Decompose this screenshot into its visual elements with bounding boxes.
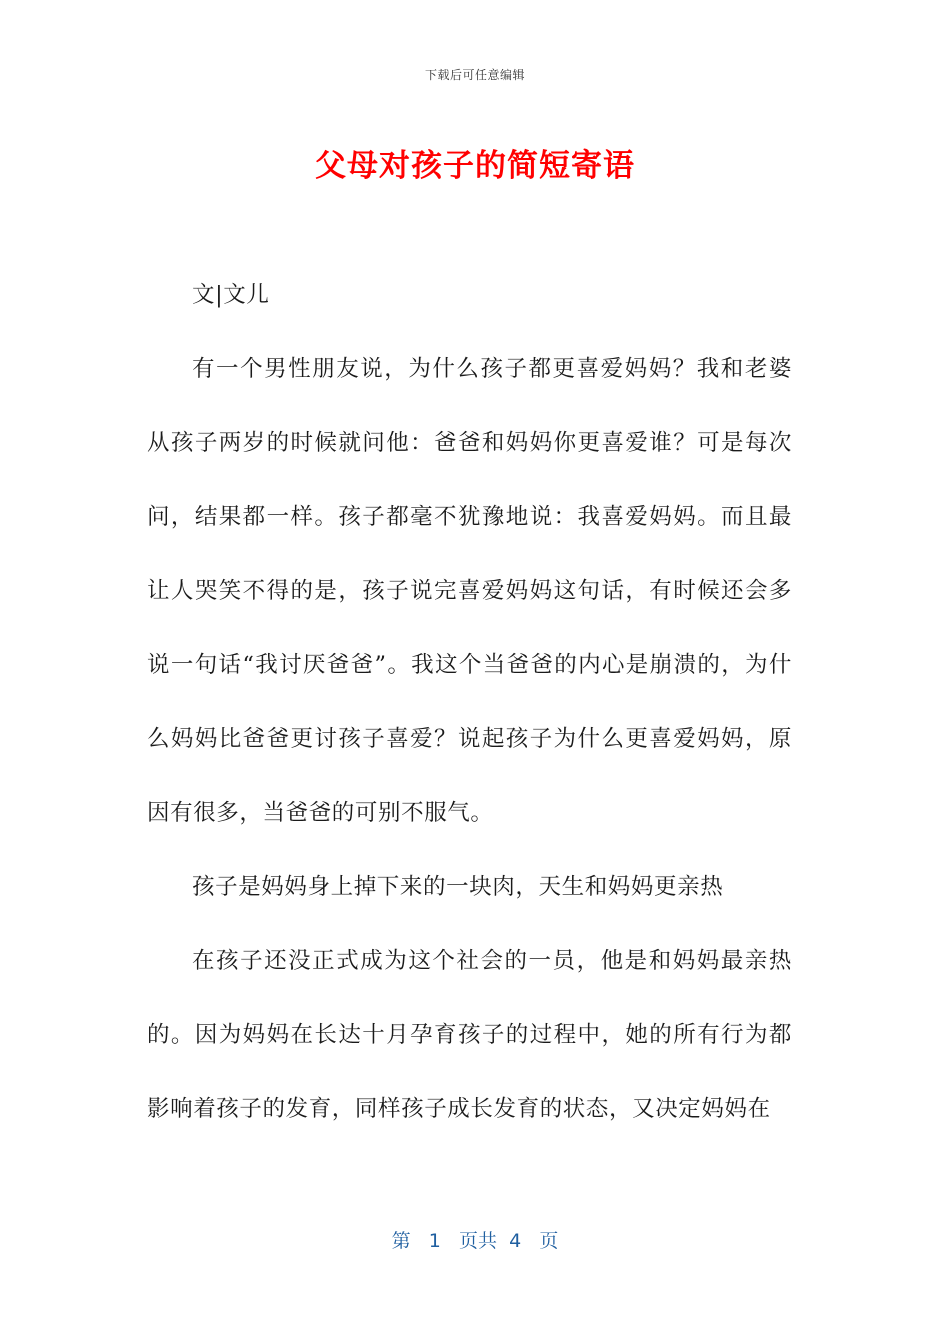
page-label-prefix: 第	[391, 1230, 411, 1252]
page-label-suffix: 页	[539, 1230, 559, 1252]
total-pages-number: 4	[509, 1230, 522, 1252]
page-label-mid: 页共	[459, 1230, 498, 1252]
author-line: 文|文儿	[192, 282, 270, 308]
document-body	[147, 258, 792, 1146]
current-page-number: 1	[428, 1230, 441, 1252]
document-title: 父母对孩子的简短寄语	[315, 148, 635, 184]
page-footer	[0, 1226, 950, 1253]
header-note: 下载后可任意编辑	[424, 68, 525, 82]
body-paragraph: 在孩子还没正式成为这个社会的一员，他是和妈妈最亲热的。因为妈妈在长达十月孕育孩子的过程中，她的所有行为都影响着孩子的发育，同样孩子成长发育的状态，又决定妈妈在	[147, 948, 792, 1122]
body-paragraph: 有一个男性朋友说，为什么孩子都更喜爱妈妈？我和老婆从孩子两岁的时候就问他：爸爸和妈妈你更喜爱谁？可是每次问，结果都一样。孩子都毫不犹豫地说：我喜爱妈妈。而且最让人哭笑不得的是，孩子说完喜爱妈妈这句话，有时候还会多说一句话“我讨厌爸爸”。我这个当爸爸的内心是崩溃的，为什么妈妈比爸爸更讨孩子喜爱？说起孩子为什么更喜爱妈妈，原因有很多，当爸爸的可别不服气。	[147, 356, 792, 826]
section-heading: 孩子是妈妈身上掉下来的一块肉，天生和妈妈更亲热	[192, 874, 724, 900]
